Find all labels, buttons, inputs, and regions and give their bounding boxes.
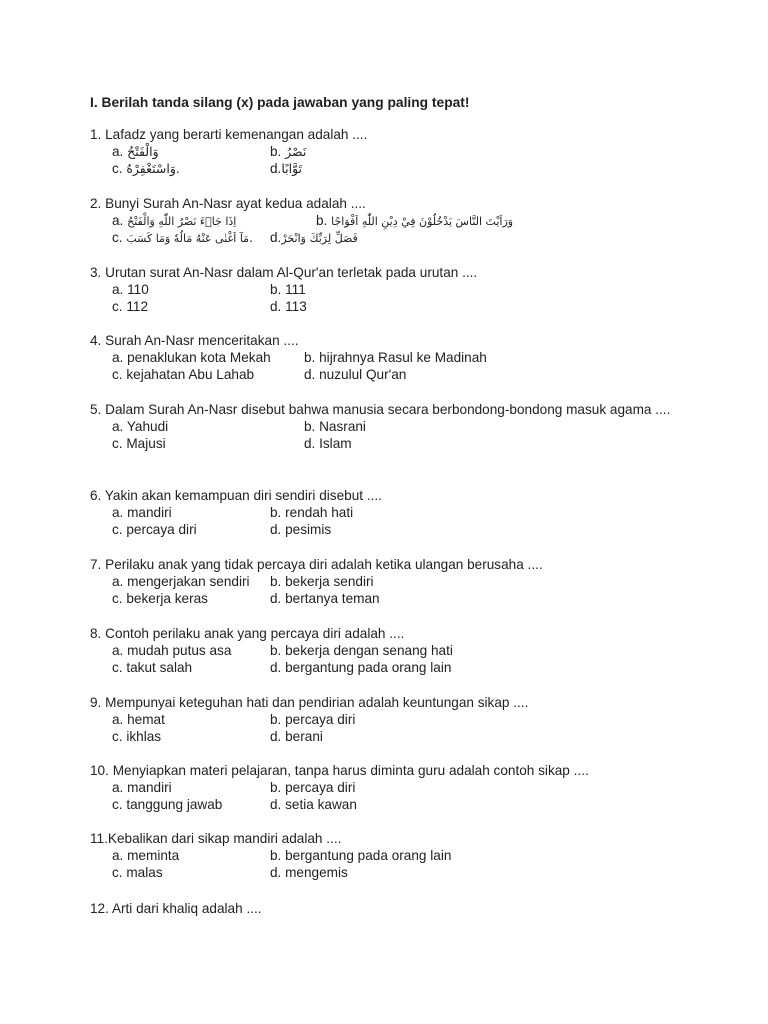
section-heading: I. Berilah tanda silang (x) pada jawaban yang paling tepat! [90, 95, 470, 110]
option-b[interactable]: b. Nasrani [304, 419, 366, 435]
option-b[interactable]: b. bekerja dengan senang hati [270, 643, 453, 659]
option-c[interactable] [112, 229, 253, 247]
option-c[interactable]: c. percaya diri [112, 522, 197, 538]
option-c-label: c. [112, 230, 127, 246]
question-2 [90, 195, 690, 247]
option-b[interactable]: b. bergantung pada orang lain [270, 848, 452, 864]
option-c[interactable]: c. malas [112, 865, 163, 881]
option-c[interactable]: c. ikhlas [112, 729, 162, 745]
option-c-tail: . [175, 161, 180, 177]
option-a[interactable]: a. Yahudi [112, 419, 169, 435]
option-d[interactable] [270, 229, 358, 247]
option-a[interactable]: a. penaklukan kota Mekah [112, 350, 271, 366]
question-number: 2. [90, 196, 102, 211]
option-a-label: a. [112, 144, 128, 160]
option-a[interactable]: a. meminta [112, 848, 180, 864]
option-a[interactable]: a. mandiri [112, 780, 172, 796]
option-d[interactable]: d. nuzulul Qur'an [304, 367, 407, 383]
option-a-arabic: وَالْفَتْحُ [127, 144, 159, 160]
question-12 [90, 900, 690, 917]
option-a[interactable]: a. 110 [112, 282, 149, 298]
question-stem: Contoh perilaku anak yang percaya diri adalah .... [105, 626, 405, 641]
question-stem: Dalam Surah An-Nasr disebut bahwa manusia secara berbondong-bondong masuk agama .... [105, 402, 671, 417]
option-d[interactable]: d. bergantung pada orang lain [270, 660, 452, 676]
option-c[interactable]: c. Majusi [112, 436, 166, 452]
option-d[interactable]: d. Islam [304, 436, 352, 452]
option-b[interactable]: b. percaya diri [270, 712, 356, 728]
question-number: 12. [90, 901, 109, 916]
question-text [90, 126, 690, 143]
question-11 [90, 830, 690, 882]
option-b[interactable] [270, 143, 306, 160]
question-number: 1. [90, 127, 102, 142]
option-b[interactable]: b. hijrahnya Rasul ke Madinah [304, 350, 487, 366]
question-number: 6. [90, 488, 102, 503]
question-text [90, 401, 690, 418]
option-c[interactable]: c. kejahatan Abu Lahab [112, 367, 255, 383]
question-number: 8. [90, 626, 102, 641]
question-text [90, 625, 690, 642]
option-d[interactable] [270, 160, 302, 177]
option-b[interactable]: b. 111 [270, 282, 306, 298]
question-1 [90, 126, 690, 178]
option-a-label: a. [112, 213, 128, 229]
option-c-arabic: وَاسْتَغْفِرْهُ [126, 161, 176, 177]
question-stem: Bunyi Surah An-Nasr ayat kedua adalah .... [105, 196, 366, 211]
question-stem: Yakin akan kemampuan diri sendiri disebut .... [104, 488, 382, 503]
question-3 [90, 264, 690, 316]
option-c-label: c. [112, 161, 127, 177]
option-a-arabic: اِذَا جَاۤءَ نَصْرُ اللّٰهِ وَالْفَتْحُ [127, 215, 237, 229]
question-number: 11. [90, 831, 108, 846]
option-c[interactable] [112, 160, 180, 177]
option-d[interactable]: d. bertanya teman [270, 591, 380, 607]
question-stem: Mempunyai keteguhan hati dan pendirian adalah keuntungan sikap .... [105, 695, 529, 710]
option-a[interactable]: a. mengerjakan sendiri [112, 574, 250, 590]
option-b-label: b. [270, 144, 286, 160]
question-text [90, 762, 690, 779]
option-a[interactable]: a. mudah putus asa [112, 643, 232, 659]
question-stem: Urutan surat An-Nasr dalam Al-Qur'an terletak pada urutan .... [105, 265, 478, 280]
question-text [90, 264, 690, 281]
option-c[interactable]: c. tanggung jawab [112, 797, 223, 813]
option-d[interactable]: d. pesimis [270, 522, 332, 538]
question-stem: Menyiapkan materi pelajaran, tanpa harus diminta guru adalah contoh sikap .... [112, 763, 589, 778]
question-stem: Lafadz yang berarti kemenangan adalah .... [105, 127, 368, 142]
option-b-label: b. [316, 213, 332, 229]
option-c[interactable]: c. bekerja keras [112, 591, 208, 607]
question-4 [90, 332, 690, 384]
question-text [90, 332, 690, 349]
question-number: 5. [90, 402, 102, 417]
question-7 [90, 556, 690, 608]
option-d-arabic: تَوَّابًا [281, 161, 303, 177]
option-a[interactable]: a. mandiri [112, 505, 172, 521]
question-number: 9. [90, 695, 102, 710]
question-text [90, 487, 690, 504]
question-6 [90, 487, 690, 539]
question-text [90, 830, 690, 847]
option-d[interactable]: d. 113 [270, 299, 307, 315]
question-stem: Surah An-Nasr menceritakan .... [105, 333, 299, 348]
option-c-tail: . [249, 230, 253, 246]
question-text [90, 195, 690, 212]
option-c[interactable]: c. 112 [112, 299, 149, 315]
option-b[interactable]: b. bekerja sendiri [270, 574, 374, 590]
question-stem: Kebalikan dari sikap mandiri adalah .... [107, 831, 342, 846]
option-b-arabic: نَصْرُ [285, 144, 307, 160]
option-b[interactable] [316, 212, 513, 230]
option-d-label: d. [270, 161, 282, 177]
option-d-arabic: فَصَلِّ لِرَبِّكَ وَانْحَرْ [281, 232, 358, 246]
question-5 [90, 401, 690, 453]
option-c[interactable]: c. takut salah [112, 660, 193, 676]
question-text [90, 694, 690, 711]
question-stem: Perilaku anak yang tidak percaya diri adalah ketika ulangan berusaha .... [105, 557, 543, 572]
question-number: 3. [90, 265, 102, 280]
option-b[interactable]: b. rendah hati [270, 505, 354, 521]
option-d[interactable]: d. mengemis [270, 865, 348, 881]
question-text [90, 900, 690, 917]
option-d-label: d. [270, 230, 282, 246]
question-number: 4. [90, 333, 102, 348]
question-stem: Arti dari khaliq adalah .... [111, 901, 262, 916]
option-a[interactable] [112, 212, 236, 230]
option-d[interactable]: d. berani [270, 729, 323, 745]
question-number: 10. [90, 763, 109, 778]
question-text [90, 556, 690, 573]
option-b-arabic: وَرَاَيْتَ النَّاسَ يَدْخُلُوْنَ فِيْ دِيْنِ اللّٰهِ اَفْوَاجًا [331, 215, 514, 229]
question-8 [90, 625, 690, 677]
question-10 [90, 762, 690, 814]
option-d[interactable]: d. setia kawan [270, 797, 357, 813]
option-a[interactable] [112, 143, 159, 160]
option-a[interactable]: a. hemat [112, 712, 165, 728]
option-c-arabic: مَآ اَغْنٰى عَنْهُ مَالُهٗ وَمَا كَسَبَ [126, 232, 250, 246]
question-9 [90, 694, 690, 746]
option-b[interactable]: b. percaya diri [270, 780, 356, 796]
question-number: 7. [90, 557, 102, 572]
